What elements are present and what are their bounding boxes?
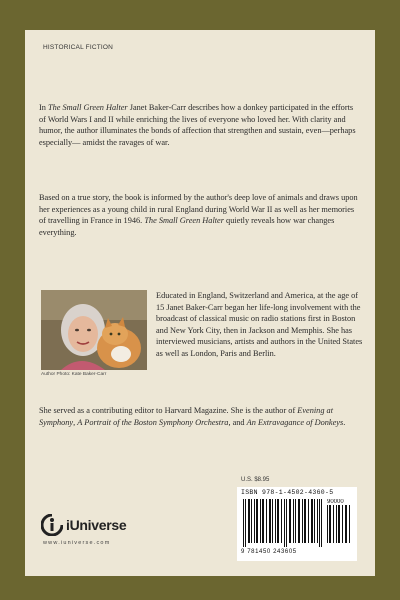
genre-label: HISTORICAL FICTION xyxy=(43,44,114,51)
book-title-italic: A Portrait of the Boston Symphony Orchestra xyxy=(77,417,229,427)
synopsis-1-text-b: Janet Baker-Carr describes how a donkey participated in the efforts of World Wars I and II while enriching the lives of everyone who loved her. With clarity and humor, the author illuminates the bonds of affection that strengthen and sustain, even—perhaps especially— amidst the ravages of war. xyxy=(39,103,356,147)
synopsis-paragraph-2 xyxy=(39,192,361,238)
book-title-italic: The Small Green Halter xyxy=(144,216,224,226)
barcode-number: 9 781450 243605 xyxy=(241,549,297,555)
bio-text-c: , and xyxy=(228,417,247,427)
barcode-bars xyxy=(241,499,353,549)
author-bio-bottom xyxy=(39,405,369,428)
iuniverse-logo-icon xyxy=(41,514,63,536)
photo-caption: Author Photo: Kate Baker-Carr xyxy=(41,372,107,377)
isbn-barcode xyxy=(237,487,357,561)
author-photo xyxy=(41,290,147,370)
publisher-name: iUniverse xyxy=(66,517,127,533)
synopsis-paragraph-1 xyxy=(39,102,361,148)
book-title-italic: Evening at Symphony xyxy=(39,406,333,427)
bio-text-a: She served as a contributing editor to Harvard Magazine. She is the author of xyxy=(39,406,298,415)
book-title-italic: An Extravagance of Donkeys xyxy=(246,417,344,427)
synopsis-2-text-a: Based on a true story, the book is informed by the author's deep love of animals and draws upon her experiences as a young child in rural England during World War II as well as her memories of travelling in France in 1946. xyxy=(39,193,358,226)
synopsis-2-text-b: quietly reveals how war changes everything. xyxy=(39,216,335,237)
publisher-url: www.iuniverse.com xyxy=(43,540,111,546)
isbn-text: ISBN 978-1-4502-4360-5 xyxy=(241,489,334,496)
synopsis-1-text-a: In xyxy=(39,103,48,112)
book-title-italic: The Small Green Halter xyxy=(48,103,128,112)
price-code: 90000 xyxy=(327,499,344,505)
author-with-cat-image xyxy=(41,290,147,370)
bio-text-d: . xyxy=(343,417,346,427)
publisher-logo xyxy=(41,514,126,536)
bio-text-b: , xyxy=(73,417,78,427)
back-cover-panel xyxy=(25,30,375,576)
author-bio-top: Educated in England, Switzerland and America, at the age of 15 Janet Baker-Carr began her life-long involvement with the broadcast of classical music on radio stations first in Boston and New York City, then in Jackson and Memphis. She has interviewed musicians, artists and authors in the United States as well as London, Paris and Berlin. xyxy=(156,291,363,358)
price-label: U.S. $8.95 xyxy=(241,477,270,483)
